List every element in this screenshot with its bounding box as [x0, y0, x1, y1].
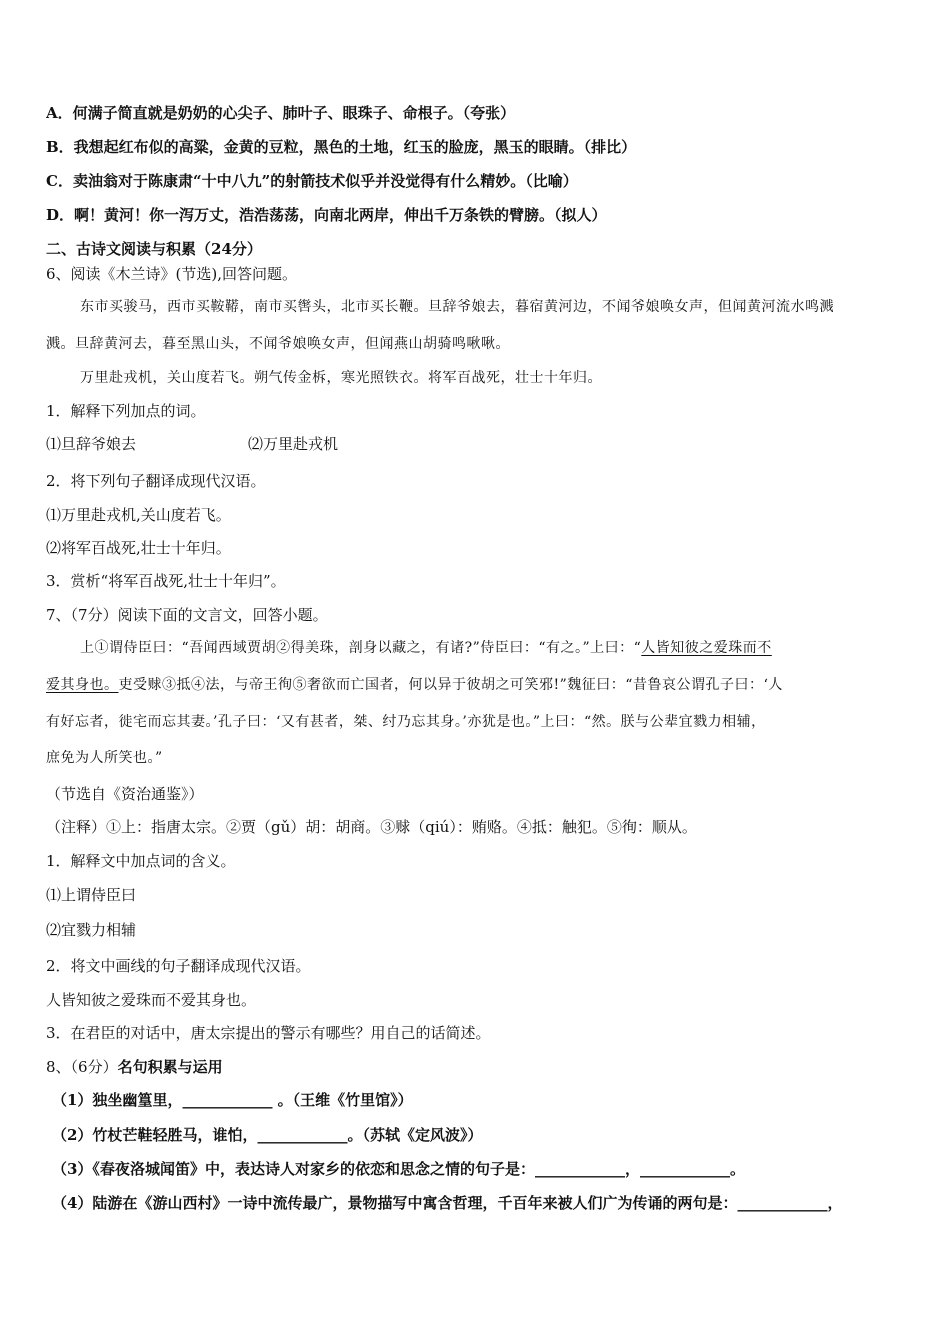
- q8-item-1: （1）独坐幽篁里，____________ 。（王维《竹里馆》）: [52, 1091, 413, 1109]
- q6-sub-2: 2．将下列句子翻译成现代汉语。: [46, 472, 266, 490]
- option-b: B．我想起红布似的高粱，金黄的豆粒，黑色的土地，红玉的脸庞，黑玉的眼睛。（排比）: [46, 138, 637, 156]
- q6-sub-3: 3．赏析“将军百战死,壮士十年归”。: [46, 572, 286, 590]
- q7-passage-line-1: [80, 638, 916, 658]
- q6-sub-2-b: ⑵将军百战死,壮士十年归。: [46, 539, 231, 557]
- q7-sub-1-b: ⑵宜戮力相辅: [46, 921, 137, 939]
- option-d: D．啊！黄河！你一泻万丈，浩浩荡荡，向南北两岸，伸出千万条铁的臂膀。（拟人）: [46, 206, 607, 224]
- q8-item-3: （3）《春夜洛城闻笛》中，表达诗人对家乡的依恋和思念之情的句子是：____________，____________。: [52, 1160, 745, 1178]
- q6-poem-line-3: 万里赴戎机，关山度若飞。朔气传金柝，寒光照铁衣。将军百战死，壮士十年归。: [80, 370, 602, 386]
- q6-sub-2-a: ⑴万里赴戎机,关山度若飞。: [46, 506, 231, 524]
- q7-sub-3: 3．在君臣的对话中，唐太宗提出的警示有哪些？用自己的话简述。: [46, 1024, 491, 1042]
- q7-underlined-sentence-end: 爱其身也。: [46, 677, 119, 693]
- q7-sub-1: 1．解释文中加点词的含义。: [46, 852, 236, 870]
- q7-sub-2-text: 人皆知彼之爱珠而不爱其身也。: [46, 991, 257, 1009]
- q8-number: 8、（6分）: [46, 1058, 118, 1076]
- q7-notes: （注释）①上：指唐太宗。②贾（gǔ）胡：胡商。③赇（qiú）：贿赂。④抵：触犯。⑤徇：顺从。: [46, 818, 697, 836]
- q7-passage-text-2: 吏受赇③抵④法，与帝王徇⑤奢欲而亡国者，何以异于彼胡之可笑邪!”魏征曰：“昔鲁哀公谓孔子曰：‘人: [118, 677, 783, 693]
- q7-title: 7、（7分）阅读下面的文言文，回答小题。: [46, 606, 328, 624]
- q8-item-2: （2）竹杖芒鞋轻胜马，谁怕，____________。（苏轼《定风波》）: [52, 1126, 483, 1144]
- q8-item-4: （4）陆游在《游山西村》一诗中流传最广，景物描写中寓含哲理，千百年来被人们广为传诵的两句是：____________，: [52, 1194, 843, 1212]
- option-c: C．卖油翁对于陈康肃“十中八九”的射箭技术似乎并没觉得有什么精妙。（比喻）: [46, 172, 578, 190]
- q6-sub-1-items: [46, 434, 916, 454]
- q7-underlined-sentence: 人皆知彼之爱珠而不: [641, 640, 772, 656]
- option-a: A．何满子简直就是奶奶的心尖子、肺叶子、眼珠子、命根子。（夸张）: [46, 104, 516, 122]
- q7-passage-line-2: [46, 675, 916, 695]
- section-title: 二、古诗文阅读与积累（24分）: [46, 240, 262, 258]
- q7-passage-text: 上①谓侍臣曰：“吾闻西域贾胡②得美珠，剖身以藏之，有诸?”侍臣曰：“有之。”上曰：“: [80, 640, 642, 656]
- q6-poem-line-2: 溅。旦辞黄河去，暮至黑山头，不闻爷娘唤女声，但闻燕山胡骑鸣啾啾。: [46, 336, 510, 352]
- q6-sub-1: 1．解释下列加点的词。: [46, 402, 206, 420]
- q7-passage-line-4: 庶免为人所笑也。”: [46, 750, 163, 766]
- q6-sub-1-b: ⑵万里赴戎机: [248, 435, 339, 453]
- q6-title: 6、阅读《木兰诗》(节选),回答问题。: [46, 265, 298, 283]
- q7-passage-line-3: 有好忘者，徙宅而忘其妻。’孔子曰：‘又有甚者，桀、纣乃忘其身。’亦犹是也。”上曰：“然。朕与公辈宜戮力相辅，: [46, 714, 766, 730]
- q7-sub-1-a: ⑴上谓侍臣曰: [46, 886, 137, 904]
- q8-heading: 名句积累与运用: [117, 1058, 223, 1076]
- q8-title: [46, 1057, 916, 1077]
- q6-sub-1-a: ⑴旦辞爷娘去: [46, 435, 137, 453]
- q7-source: （节选自《资治通鉴》）: [46, 785, 204, 803]
- q6-poem-line-1: 东市买骏马，西市买鞍鞯，南市买辔头，北市买长鞭。旦辞爷娘去，暮宿黄河边，不闻爷娘唤女声，但闻黄河流水鸣溅: [80, 299, 834, 315]
- q7-sub-2: 2．将文中画线的句子翻译成现代汉语。: [46, 957, 311, 975]
